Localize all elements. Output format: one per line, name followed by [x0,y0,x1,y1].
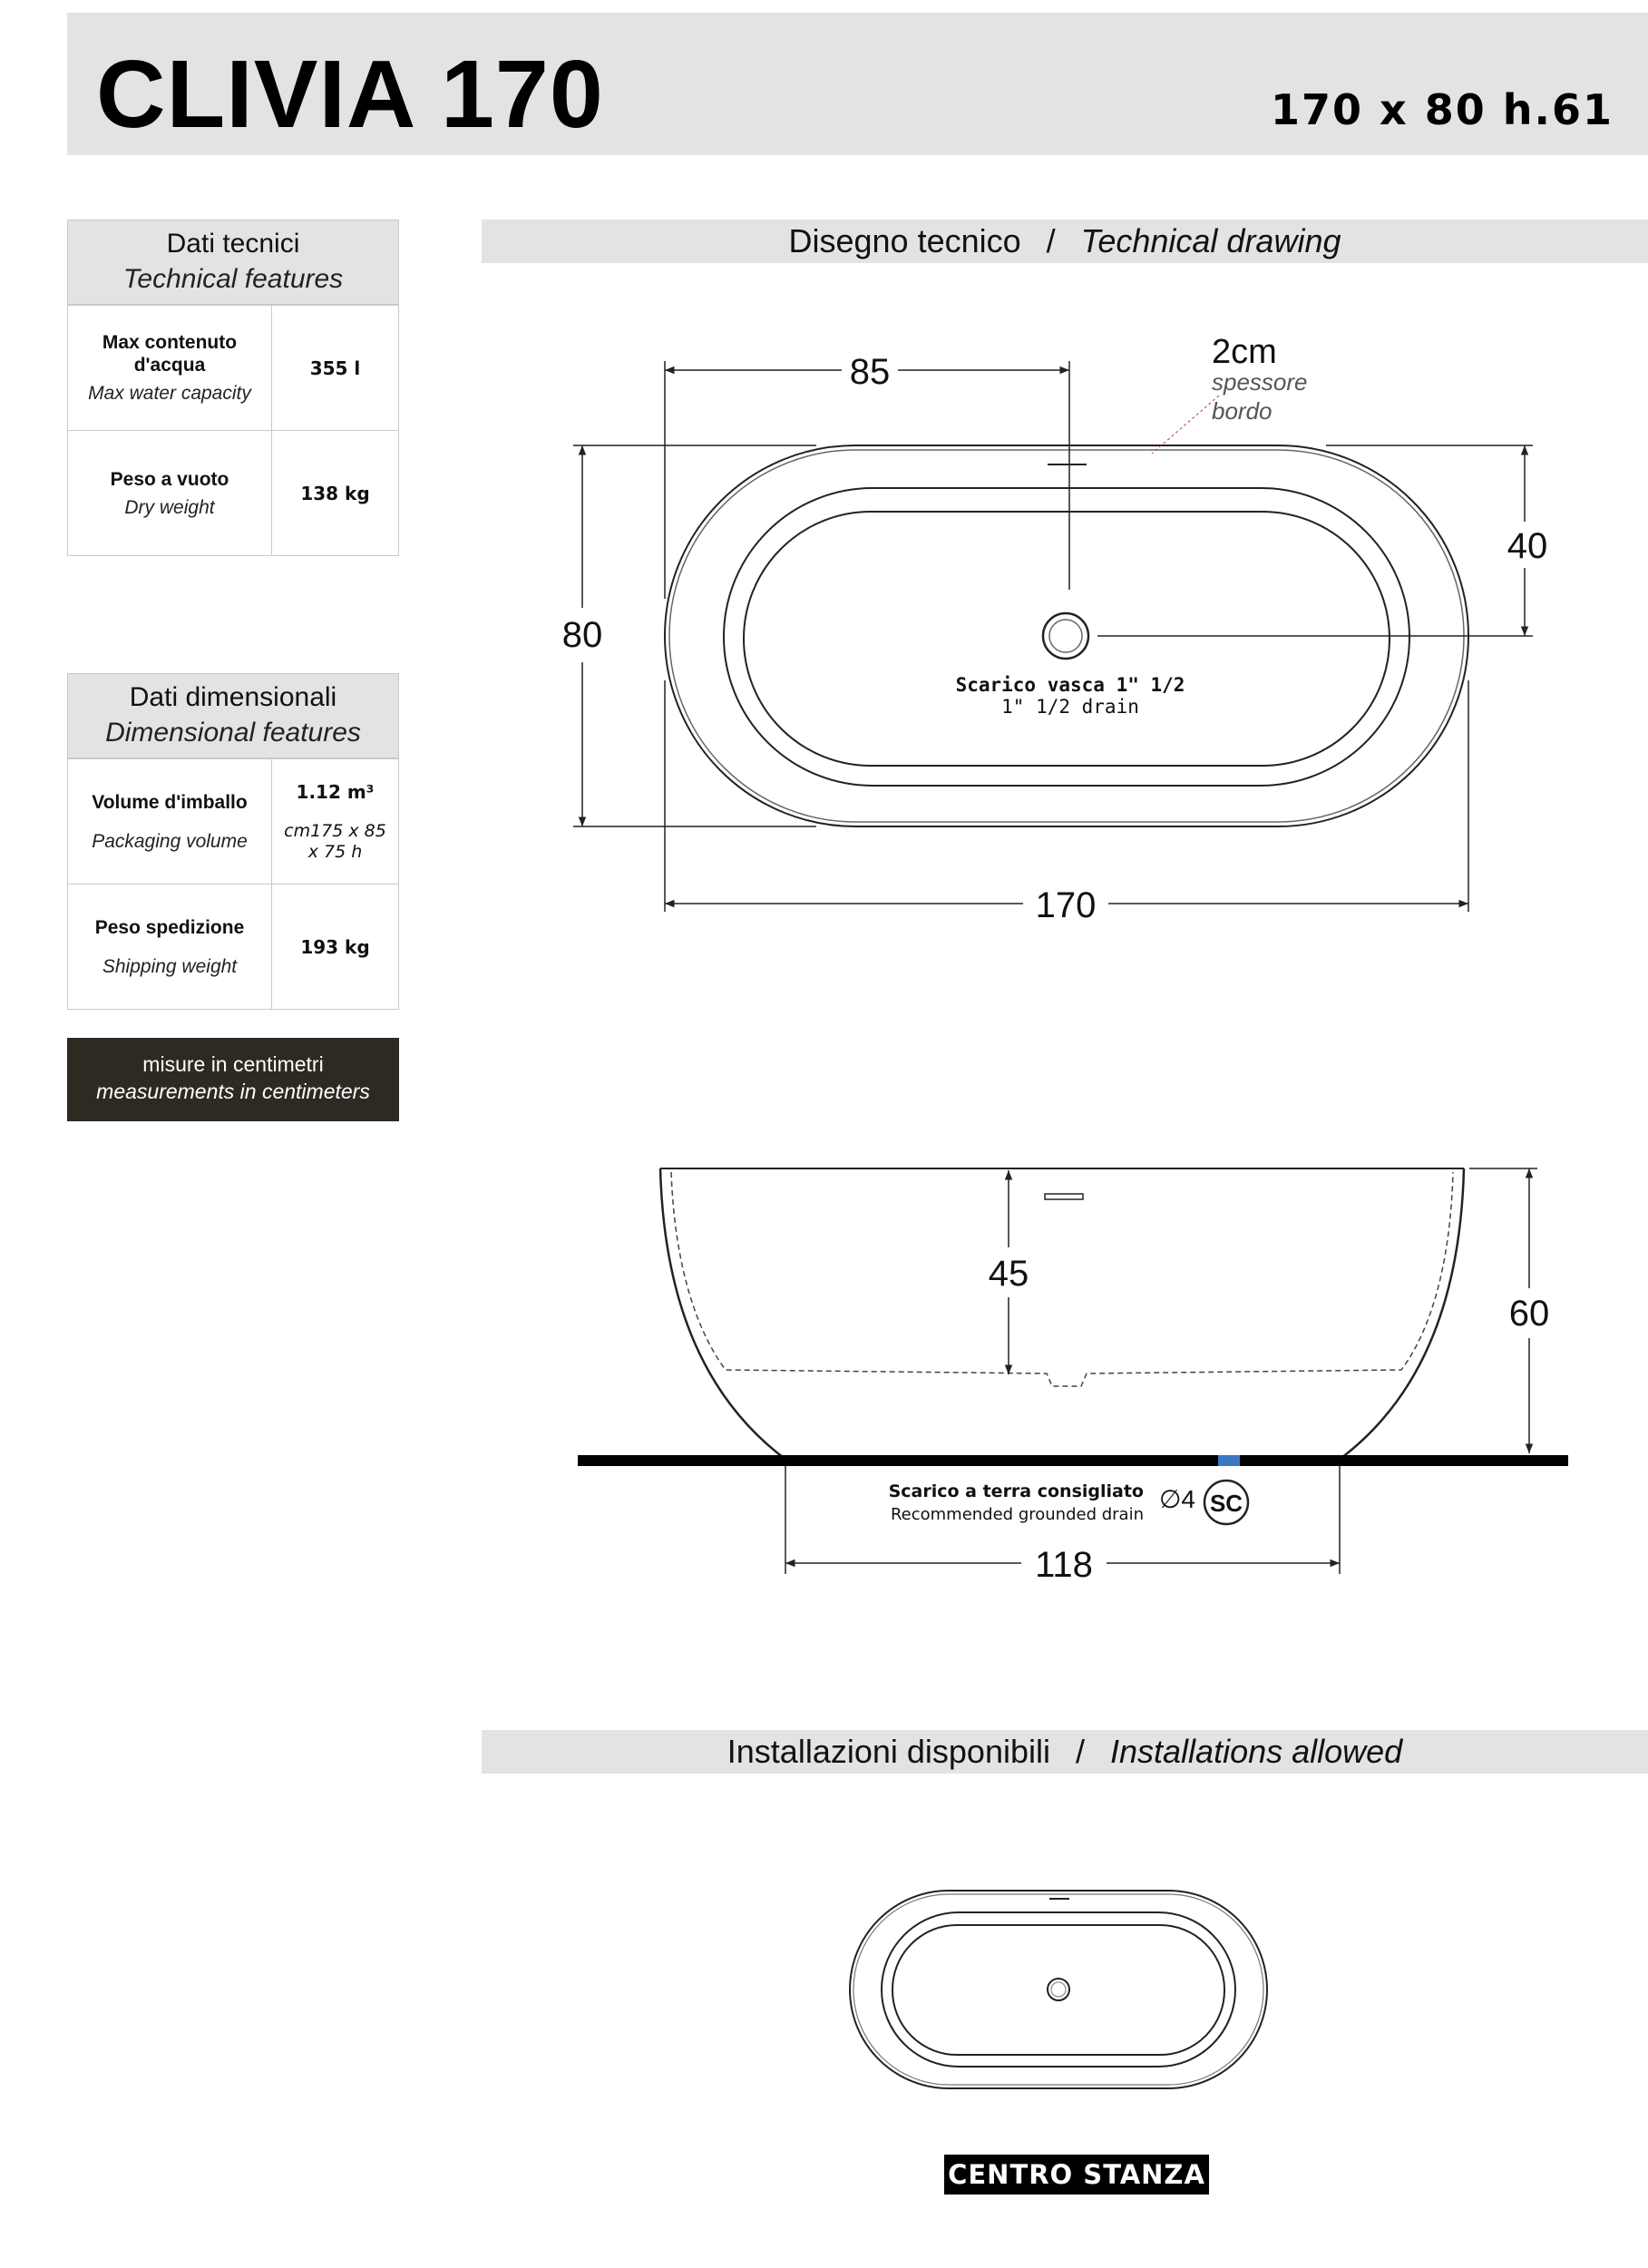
label-it: Volume d'imballo [92,791,248,813]
floor-drain-marker [1218,1455,1240,1466]
section-title-en: Installations allowed [1110,1733,1403,1770]
value: 138 kg [300,482,370,504]
label-it: Peso spedizione [94,916,245,938]
dim-118-label: 118 [1035,1545,1093,1585]
value: 1.12 m³ [296,780,375,803]
tub-side-inner-dashed [671,1172,1453,1386]
dim-80-label: 80 [561,615,603,655]
label-it: Max contenuto d'acqua [102,332,238,376]
installation-label: CENTRO STANZA [944,2155,1209,2195]
label-en: Shipping weight [102,955,238,977]
floor-drain-label-it: Scarico a terra consigliato [888,1481,1144,1501]
rim-label-line1: spessore [1212,368,1308,396]
floor-drain-label-en: Recommended grounded drain [890,1505,1144,1524]
label-it: Peso a vuoto [110,468,229,490]
value: 355 l [309,357,361,379]
section-title-separator: / [1046,222,1056,259]
drain-label-en: 1" 1/2 drain [1001,696,1139,718]
dim-170-label: 170 [1035,885,1097,925]
technical-features-title-en: Technical features [122,264,344,294]
value-sub: cm175 x 85 x 75 h [284,820,386,862]
rim-label-line2: bordo [1212,397,1273,425]
section-title-en: Technical drawing [1080,222,1341,259]
dim-85-label: 85 [849,352,891,392]
dim-60-label: 60 [1508,1294,1550,1334]
drain-label-it: Scarico vasca 1" 1/2 [955,674,1185,696]
tub-side-outer [660,1168,1464,1461]
units-note-en: measurements in centimeters [96,1080,370,1103]
rim-thickness-label: 2cm [1212,333,1277,371]
section-title-it: Disegno tecnico [788,222,1021,259]
label-en: Max water capacity [88,383,251,404]
dim-45-label: 45 [988,1254,1029,1294]
section-title-it: Installazioni disponibili [726,1733,1050,1770]
dim-40-label: 40 [1507,526,1548,566]
dimensional-features-title-en: Dimensional features [105,718,361,748]
technical-features-title-it: Dati tecnici [166,229,300,259]
value: 193 kg [300,935,370,958]
drain-diameter-label: ∅4 [1159,1485,1195,1513]
sc-badge-label: SC [1209,1490,1243,1517]
units-note-it: misure in centimetri [142,1052,324,1076]
product-dimensions: 170 x 80 h.61 [1271,85,1614,134]
label-en: Packaging volume [92,830,248,852]
installation-freestanding-icon [834,1878,1288,2114]
label-en: Dry weight [124,496,215,518]
floor-line [578,1455,1568,1466]
product-title: CLIVIA 170 [96,41,604,148]
installations-section-title [482,1730,1648,1774]
overflow-side [1045,1194,1083,1199]
section-title-separator: / [1075,1733,1085,1770]
dimensional-features-title-it: Dati dimensionali [129,682,337,712]
